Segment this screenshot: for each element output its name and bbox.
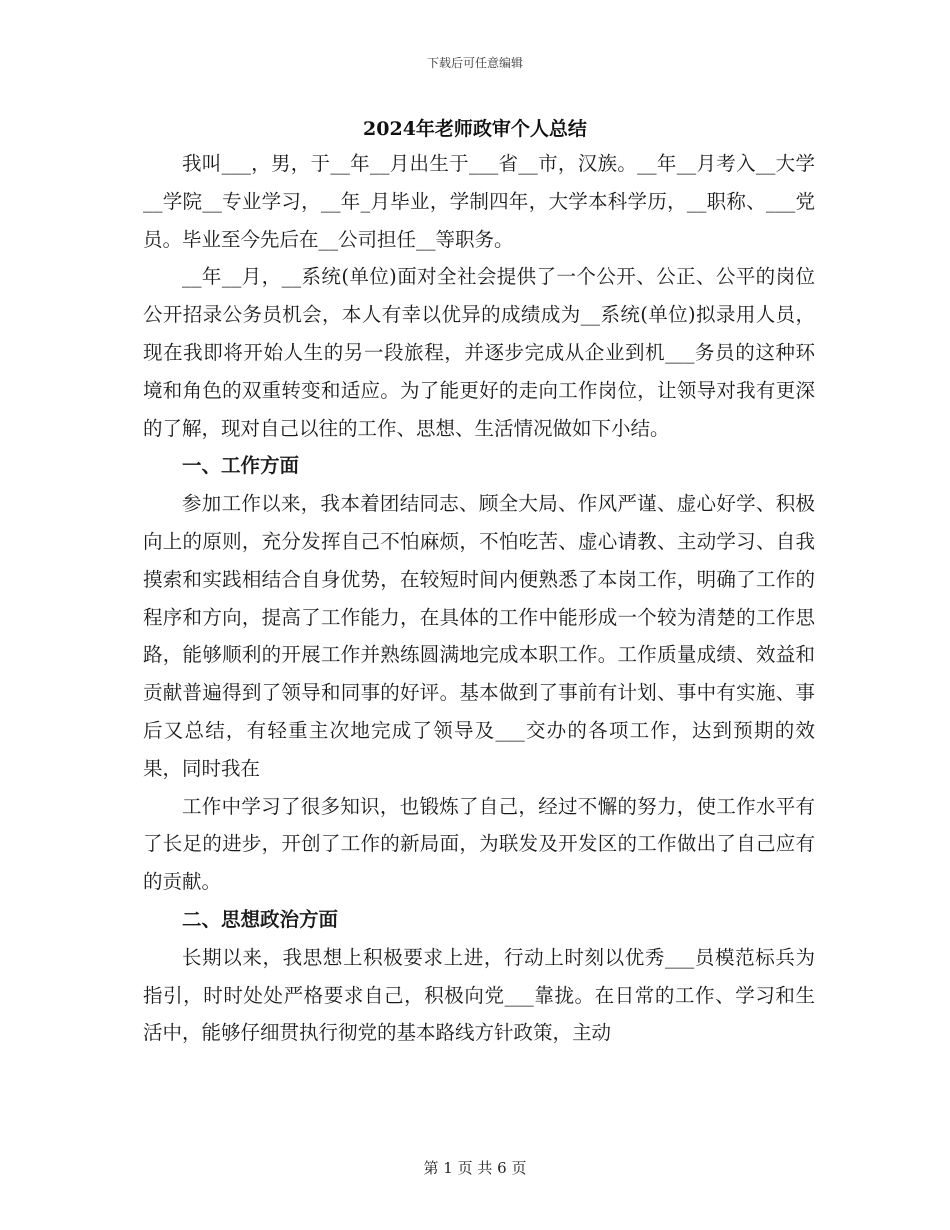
paragraph-work-2: 工作中学习了很多知识，也锻炼了自己，经过不懈的努力，使工作水平有了长足的进步，开创了工作的新局面，为联发及开发区的工作做出了自己应有的贡献。 xyxy=(143,794,815,894)
section-heading-work: 一、工作方面 xyxy=(182,454,300,478)
page-number: 第 1 页 共 6 页 xyxy=(423,1159,527,1177)
paragraph-work-1: 参加工作以来，我本着团结同志、顾全大局、作风严谨、虚心好学、积极向上的原则，充分发挥自己不怕麻烦，不怕吃苦、虚心请教、主动学习、自我摸索和实践相结合自身优势，在较短时间内便熟悉了本岗工作，明确了工作的程序和方向，提高了工作能力，在具体的工作中能形成一个较为清楚的工作思路，能够顺利的开展工作并熟练圆满地完成本职工作。工作质量成绩、效益和贡献普遍得到了领导和同事的好评。基本做到了事前有计划、事中有实施、事后又总结，有轻重主次地完成了领导及___交办的各项工作，达到预期的效果，同时我在 xyxy=(143,492,815,780)
header-note: 下载后可任意编辑 xyxy=(426,56,523,70)
section-heading-politics: 二、思想政治方面 xyxy=(182,907,339,931)
document-body xyxy=(143,145,815,1052)
paragraph-personal-info: 我叫___，男，于__年__月出生于___省__市，汉族。__年__月考入__大学__学院__专业学习，__年_月毕业，学制四年，大学本科学历，__职称、___党员。毕业至今先后在__公司担任__等职务。 xyxy=(143,152,815,251)
document-title: 2024年老师政审个人总结 xyxy=(363,118,587,140)
paragraph-introduction: __年__月，__系统(单位)面对全社会提供了一个公开、公正、公平的岗位公开招录公务员机会，本人有幸以优异的成绩成为__系统(单位)拟录用人员，现在我即将开始人生的另一段旅程，并逐步完成从企业到机___务员的这种环境和角色的双重转变和适应。为了能更好的走向工作岗位，让领导对我有更深的了解，现对自己以往的工作、思想、生活情况做如下小结。 xyxy=(143,265,815,440)
paragraph-politics: 长期以来，我思想上积极要求上进，行动上时刻以优秀___员模范标兵为指引，时时处处严格要求自己，积极向党___靠拢。在日常的工作、学习和生活中，能够仔细贯执行彻党的基本路线方针政策，主动 xyxy=(143,945,815,1045)
